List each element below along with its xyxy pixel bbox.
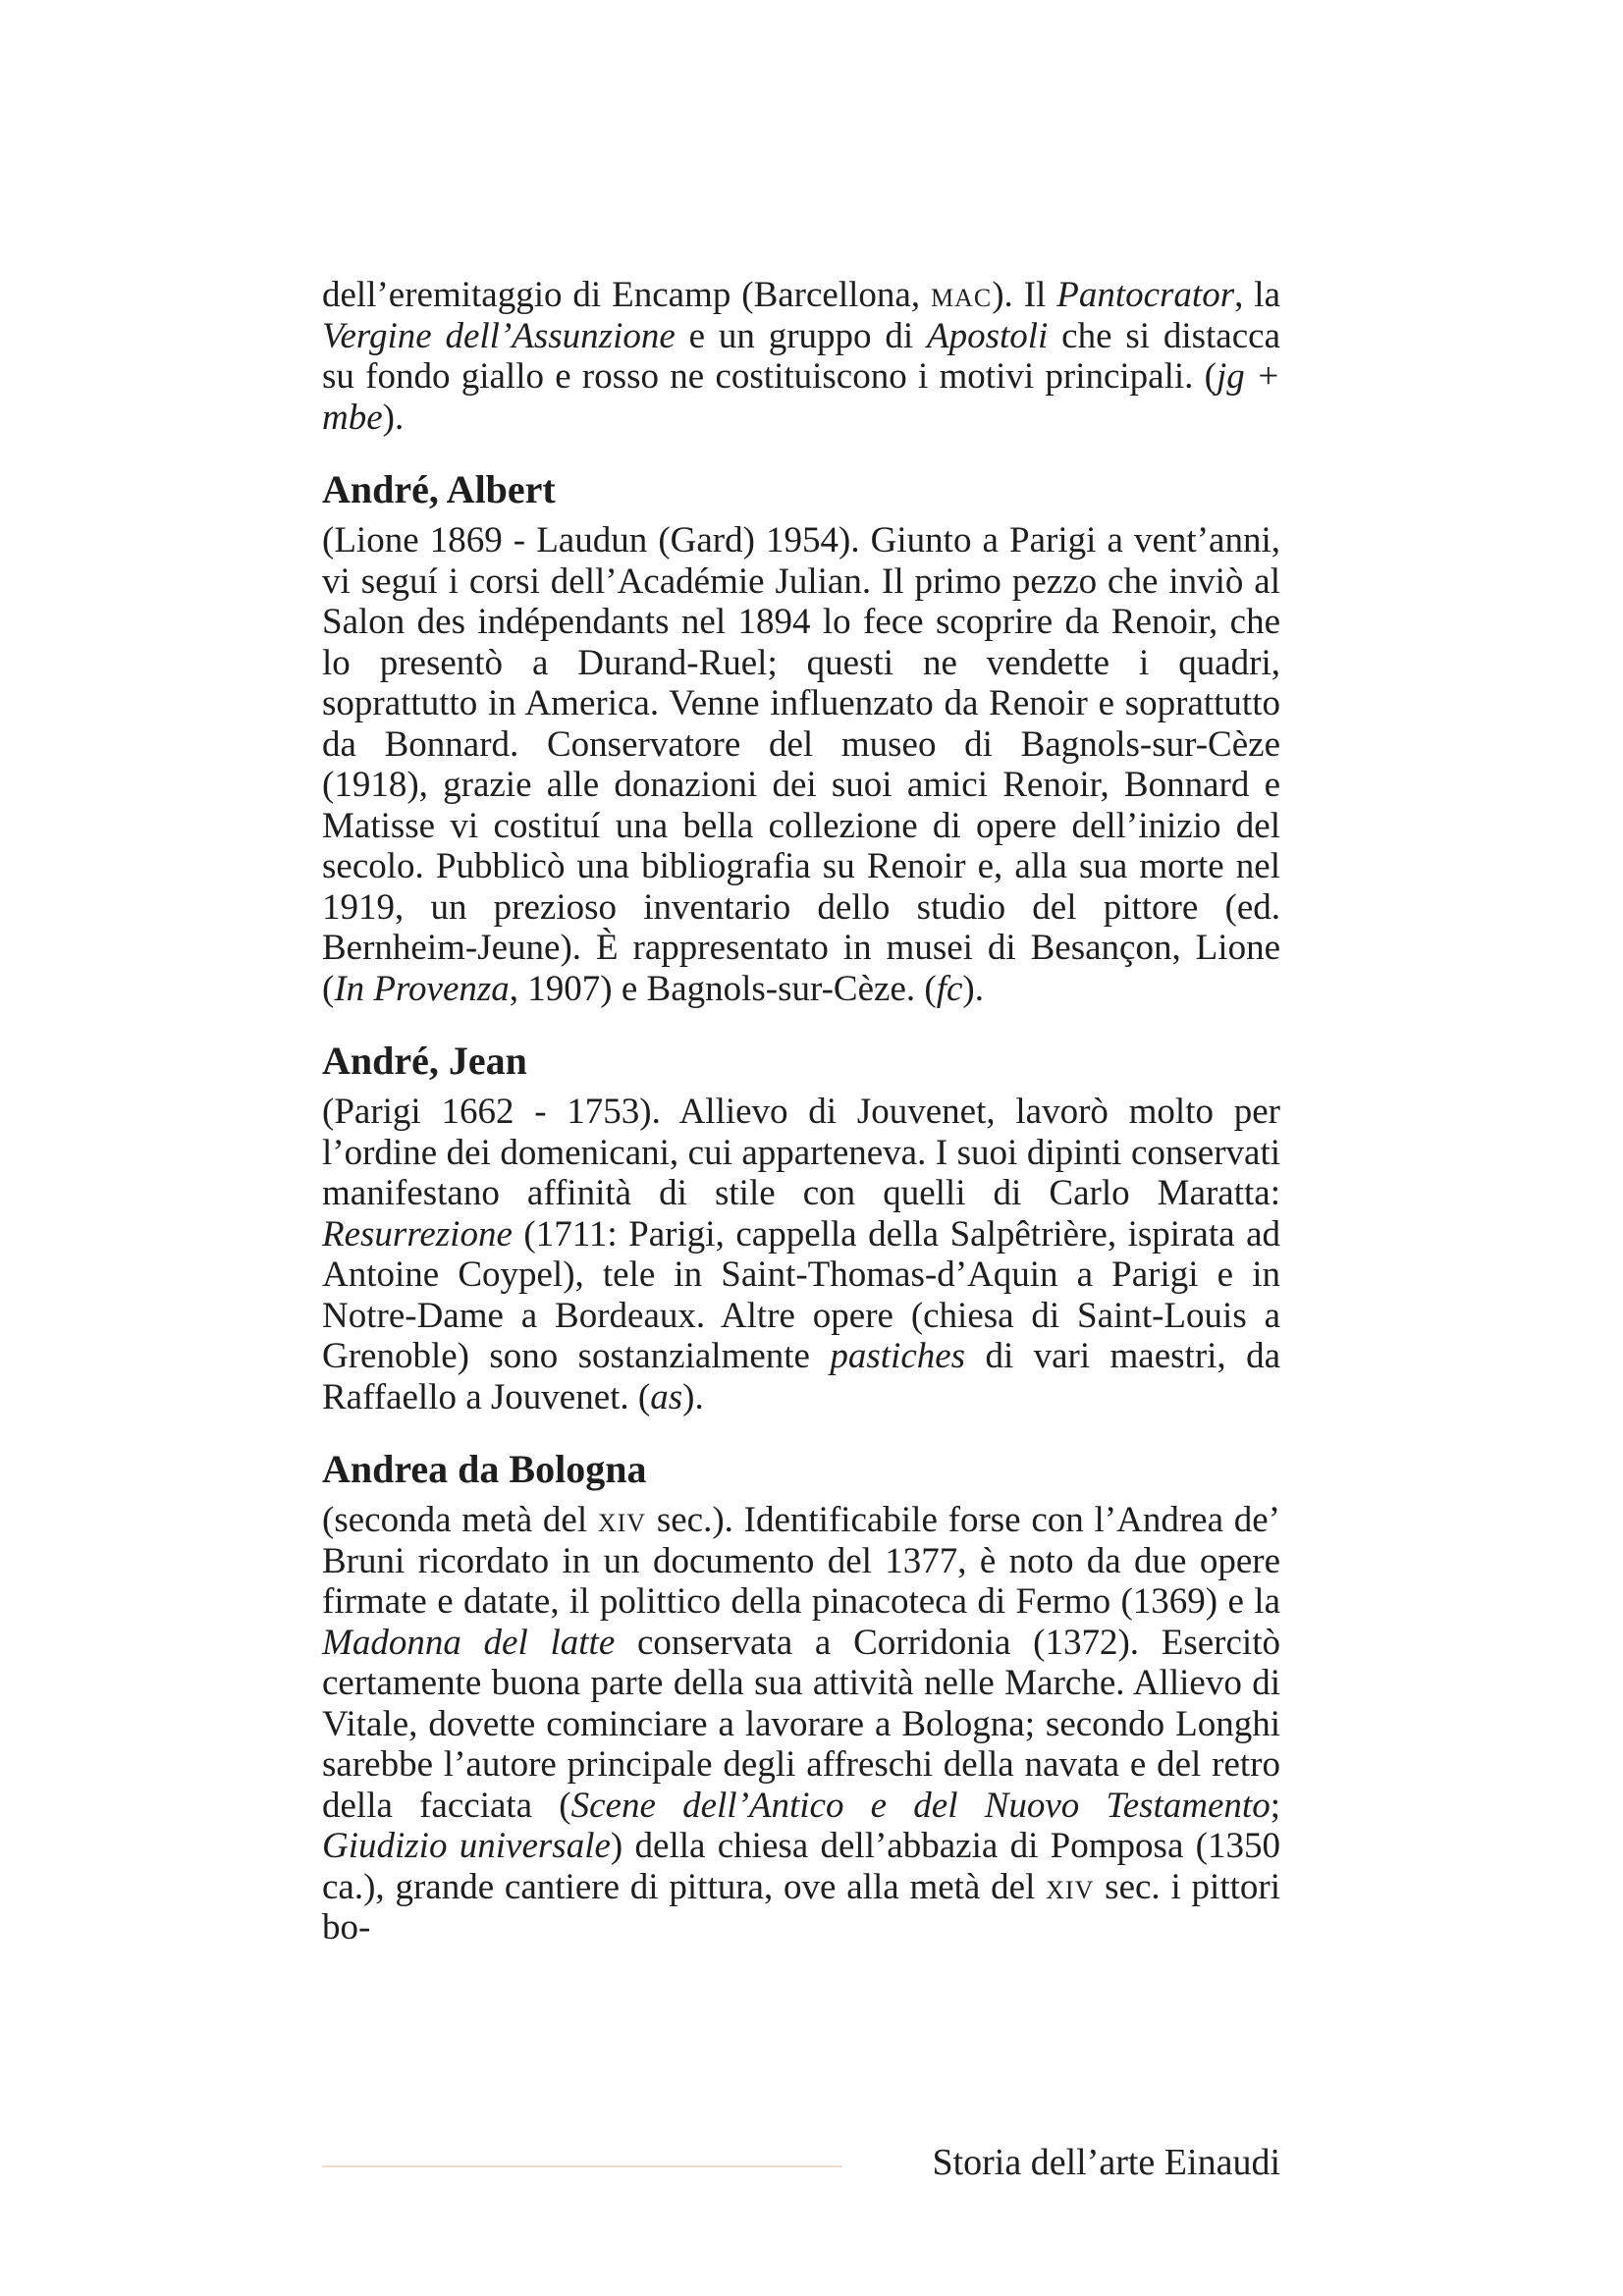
entry-andrea-da-bologna xyxy=(322,1445,1280,1949)
artwork-title: Madonna del latte xyxy=(322,1622,616,1663)
entry-title: André, Albert xyxy=(322,467,556,511)
entry-body: (Parigi 1662 - 1753). Allievo di Jouvenet, lavorò molto per l’ordine dei domenicani, cui apparteneva. I suoi dipinti conservati manifestano affinità di stile con quelli di Carlo Maratta: Resurrezione (1711: Parigi, cappella della Salpêtrière, ispirata ad Antoine Coypel), tele in Saint-Thomas-d’Aquin a Parigi e in Notre-Dame a Bordeaux. Altre opere (chiesa di Saint-Louis a Grenoble) sono sostanzialmente pastiches di vari maestri, da Raffaello a Jouvenet. (as). xyxy=(322,1092,1280,1417)
artwork-title: Vergine dell’Assunzione xyxy=(322,315,676,356)
entry-andre-albert xyxy=(322,465,1280,1009)
entry-body: (seconda metà del xiv sec.). Identificabile forse con l’Andrea de’ Bruni ricordato in un documento del 1377, è noto da due opere firmate e datate, il polittico della pinacoteca di Fermo (1369) e la Madonna del latte conservata a Corridonia (1372). Esercitò certamente buona parte della sua attività nelle Marche. Allievo di Vitale, dovette cominciare a lavorare a Bologna; secondo Longhi sarebbe l’autore principale degli affreschi della navata e del retro della facciata (Scene dell’Antico e del Nuovo Testamento; Giudizio universale) della chiesa dell’abbazia di Pomposa (1350 ca.), grande cantiere di pittura, ove alla metà del xiv sec. i pittori bo- xyxy=(322,1500,1281,1948)
italic-term: pastiches xyxy=(830,1336,966,1376)
artwork-title: Scene dell’Antico e del Nuovo Testamento xyxy=(570,1785,1271,1826)
entry-andre-jean xyxy=(322,1037,1280,1417)
museum-abbreviation: mac xyxy=(930,275,993,315)
century-numeral: xiv xyxy=(1046,1866,1095,1907)
artwork-title: Giudizio universale xyxy=(322,1826,611,1866)
author-credit: as xyxy=(650,1376,683,1417)
century-numeral: xiv xyxy=(597,1500,647,1540)
artwork-title: Apostoli xyxy=(926,315,1049,356)
artwork-title: Pantocrator xyxy=(1056,275,1235,315)
page-footer xyxy=(322,2138,1280,2187)
author-credit: fc xyxy=(936,968,963,1009)
entry-body: (Lione 1869 - Laudun (Gard) 1954). Giunto a Parigi a vent’anni, vi seguí i corsi dell’Académie Julian. Il primo pezzo che inviò al Salon des indépendants nel 1894 lo fece scoprire da Renoir, che lo presentò a Durand-Ruel; questi ne vendette i quadri, soprattutto in America. Venne influenzato da Renoir e soprattutto da Bonnard. Conservatore del museo di Bagnols-sur-Cèze (1918), grazie alle donazioni dei suoi amici Renoir, Bonnard e Matisse vi costituí una bella collezione di opere dell’inizio del secolo. Pubblicò una bibliografia su Renoir e, alla sua morte nel 1919, un prezioso inventario dello studio del pittore (ed. Bernheim-Jeune). È rappresentato in musei di Besançon, Lione (In Provenza, 1907) e Bagnols-sur-Cèze. (fc). xyxy=(322,520,1280,1009)
artwork-title: Resurrezione xyxy=(322,1213,513,1255)
footer-title: Storia dell’arte Einaudi xyxy=(932,2142,1280,2183)
author-credit: jg + mbe xyxy=(322,356,1281,438)
intro-paragraph: dell’eremitaggio di Encamp (Barcellona, mac). Il Pantocrator, la Vergine dell’Assunzione e un gruppo di Apostoli che si distacca su fondo giallo e rosso ne costituiscono i motivi principali. (jg + mbe). xyxy=(322,275,1281,438)
footer-rule xyxy=(322,2165,842,2167)
artwork-title: In Provenza xyxy=(334,968,510,1009)
entry-title: Andrea da Bologna xyxy=(322,1447,647,1491)
entry-title: André, Jean xyxy=(322,1039,527,1083)
text-column xyxy=(322,275,1280,1949)
